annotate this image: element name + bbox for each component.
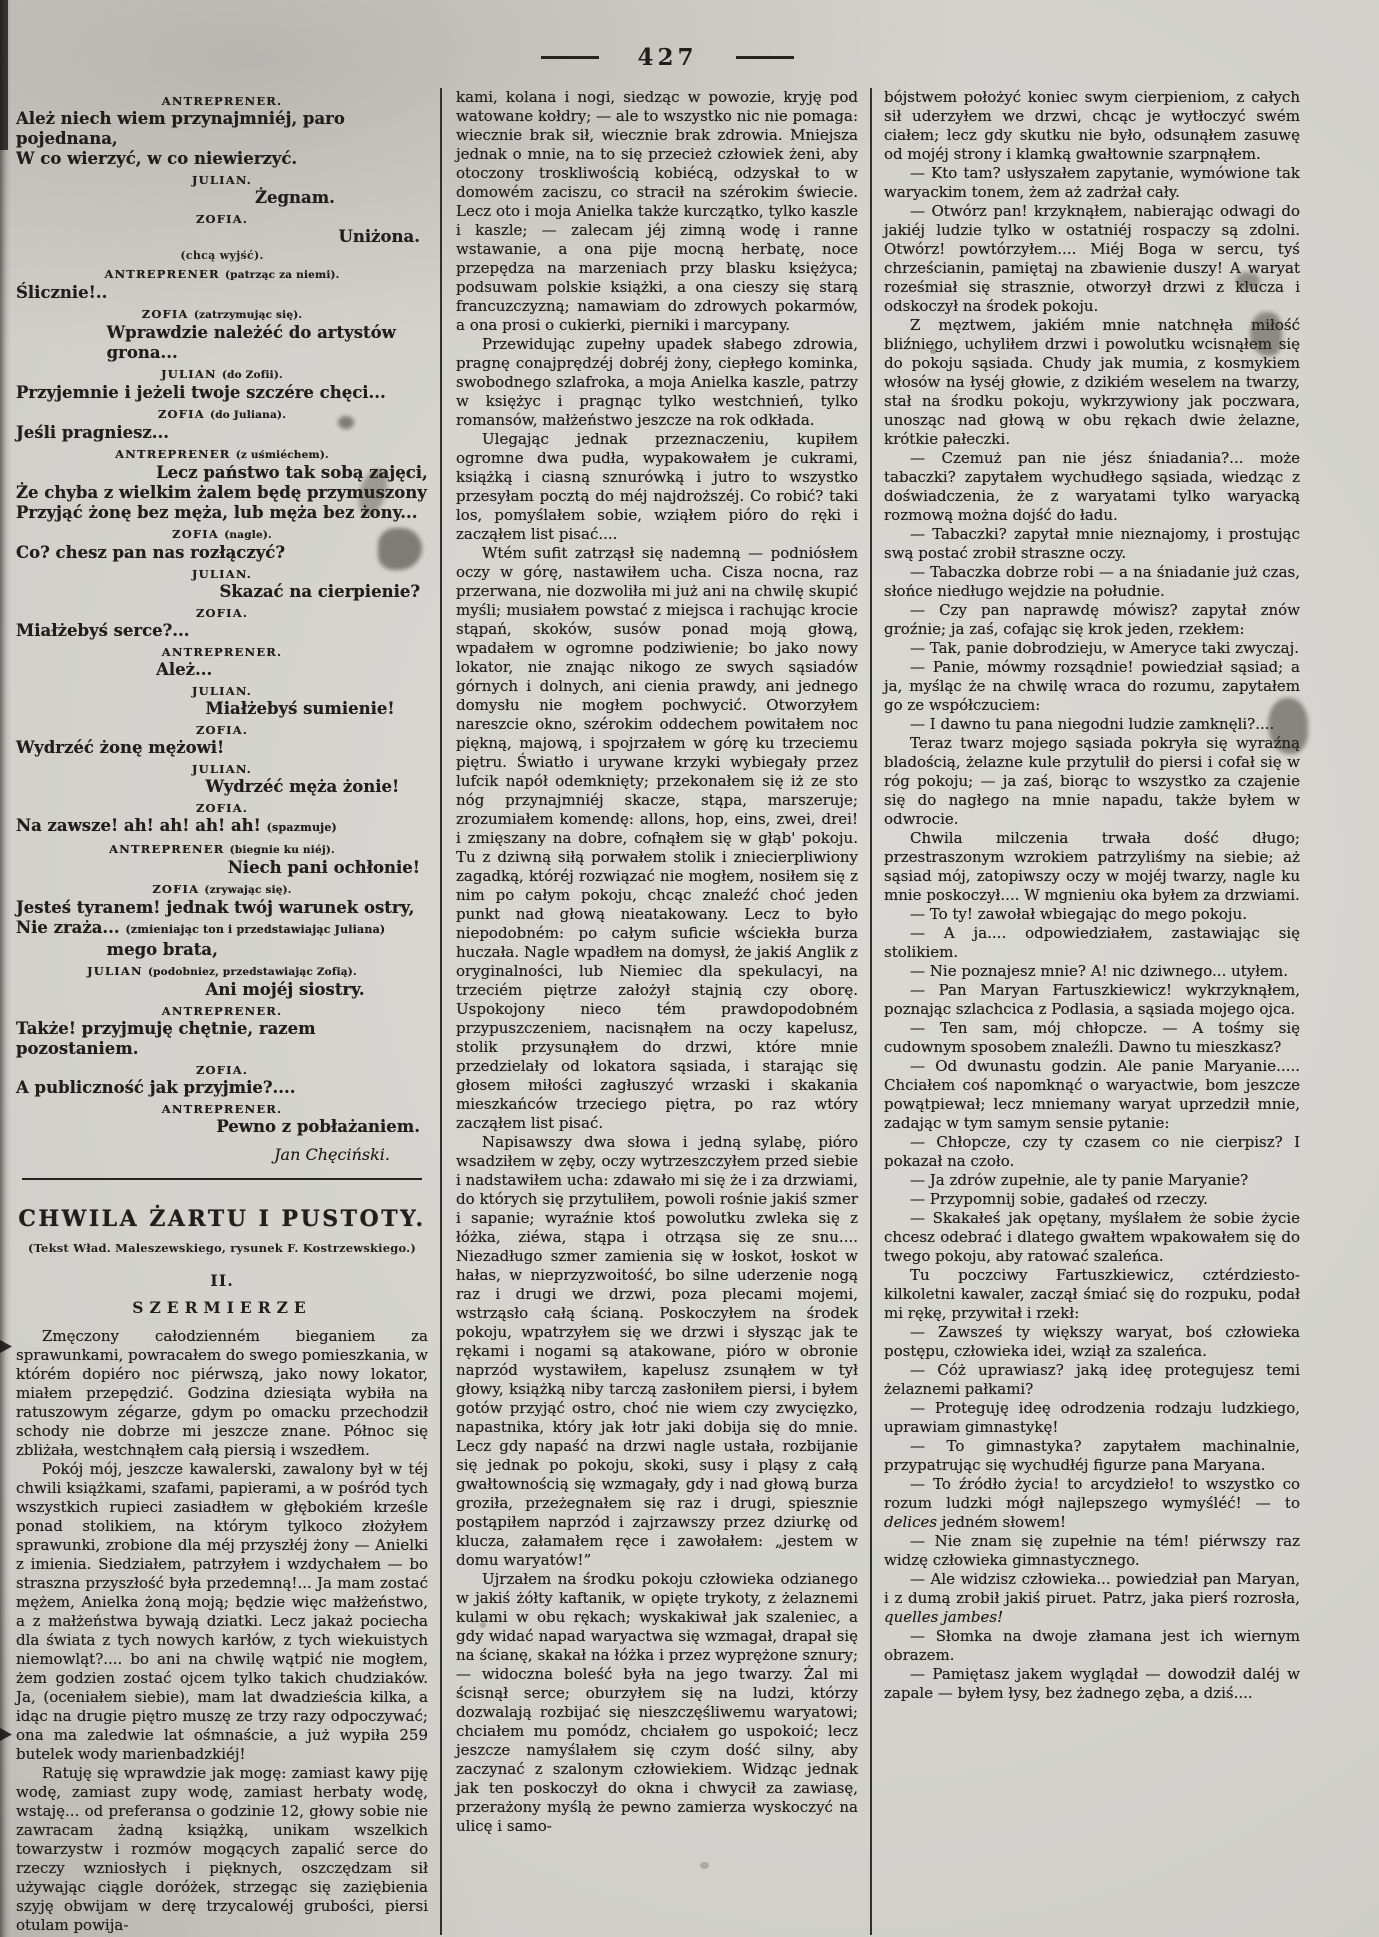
ink-stain (338, 416, 354, 429)
feature-byline: (Tekst Wład. Maleszewskiego, rysunek F. Kostrzewskiego.) (27, 1241, 417, 1255)
paragraph: — Otwórz pan! krzyknąłem, nabierając odwagi do jakiéj ludzie tylko w ostatniéj rospaczy są zdolni. Otwórz! powtórzyłem.... Miéj Boga w sercu, tyś chrześcianin, pamiętaj na zbawienie duszy! A waryat roześmiał się strasznie, otworzył drzwi z klucza i odskoczył na środek pokoju. (884, 202, 1300, 315)
speaker-label: ANTREPRENER (z uśmiéchem). (115, 447, 329, 461)
page-header (15, 44, 1320, 71)
stage-note: (zmieniając ton i przedstawiając Juliana) (125, 923, 386, 936)
paragraph: — A ja.... odpowiedziałem, zastawiając się stolikiem. (884, 924, 1300, 961)
scan-edge-shadow (0, 0, 11, 1937)
stage-note: (podobniez, przedstawiając Zofią). (147, 966, 357, 978)
speaker-label: ZOFIA. (195, 801, 249, 815)
paragraph: — Skakałeś jak opętany, myślałem że sobie życie chcesz odebrać i dlatego gwałtem wpakowałem się do twego pokoju, aby ratować szaleńca. (884, 1209, 1300, 1265)
paper-speck (480, 1622, 486, 1628)
paragraph: — To źródło życia! to arcydzieło! to wszystko co rozum ludzki mógł najlepszego wymyśléć! — to delices jedném słowem! (884, 1475, 1300, 1531)
verse-line: Wprawdzie należéć do artystów grona... (106, 323, 396, 362)
paragraph: kami, kolana i nogi, siedząc w powozie, kryję pod watowane kołdry; — ale to wszystko nic nie pomaga: wiecznie brak sił, wiecznie brak zdrowia. Mniejsza jednak o mnie, na to się przecież człowiek żeni, aby otoczony troskliwością kobiécą, odzyskał to w domowém zaciszu, co stracił na szérokim świecie. Lecz oto i moja Anielka także kurczątko, tylko kaszle i kaszle; — zalecam jéj zimną wodę i ranne wstawanie, a ona pije mocną herbatę, noce przepędza na marzeniach przy blasku księżyca; podsuwam polskie książki, a ona cieszy się starą francuzczyzną; namawiam do zdrowych pokarmów, a ona prosi o cukierki, pierniki i marcypany. (456, 88, 858, 334)
verse-line: Uniżona. (338, 227, 420, 246)
speaker-label: JULIAN. (191, 173, 253, 187)
stage-direction: (chcą wyjść). (180, 249, 264, 262)
header-rule-right (736, 56, 794, 59)
verse-line: mego brata, (106, 940, 218, 959)
paragraph: — To gimnastyka? zapytałem machinalnie, przypatrując się wychudłéj figurze pana Maryana. (884, 1437, 1300, 1474)
paragraph: — Nie znam się zupełnie na tém! piérwszy raz widzę człowieka gimnastycznego. (884, 1532, 1300, 1569)
paragraph: Ujrzałem na środku pokoju człowieka odzianego w jakiś żółty kaftanik, w opięte trykoty, z żelaznemi kulami w obu rękach; wyskakiwał jak szaleniec, a gdy widać napad waryactwa się wzmagał, drapał się na ścianę, skakał na łóżka i przez wyprężone sznury; — widoczna boleść była na jego twarzy. Żal mi ścisnął serce; oburzyłem się na ludzi, którzy dozwalają rozbijać się nieszczęśliwemu waryatowi; chciałem mu pomódz, chciałem go uspokoić; lecz jeszcze namyślałem się czym dość silny, aby zaczynać z szalonym człowiekiem. Widząc jednak jak ten poskoczył do okna i chwycił za zawiasę, przerażony myślą że pewno zamierza wyskoczyć na ulicę i samo- (456, 1570, 858, 1835)
paragraph: Teraz twarz mojego sąsiada pokryła się wyraźną bladością, żelazne kule przytulił do piersi i cofał się w róg pokoju; — ja zaś, biorąc to wszystko za czajenie się do nagłego na mnie napadu, także byłem w odwrocie. (884, 734, 1300, 828)
story-text-middle (456, 88, 858, 1836)
paragraph: Ratuję się wprawdzie jak mogę: zamiast kawy piję wodę, zamiast zupy wodę, zamiast herbaty wodę, wstaję... od preferansa o godzinie 12, głowy sobie nie zawracam żadną książką, unikam wszelkich towarzystw i rozmów mogących zapalić serce do rzeczy wzniosłych i pięknych, oszczędzam sił używając ciągle doróżek, strzegąc się zaziębienia szyję obwijam w derę trzycalowéj grubości, piersi otulam powija- (16, 1764, 428, 1934)
speaker-label: ZOFIA. (195, 212, 249, 226)
speaker-label: JULIAN. (191, 684, 253, 698)
paragraph: — To ty! zawołał wbiegając do mego pokoju. (910, 905, 1248, 923)
paragraph: Przewidując zupełny upadek słabego zdrowia, pragnę conajprędzéj dobréj żony, ciepłego kominka, swobodnego szlafroka, a moja Anielka kaszle, patrzy w księżyc i pragnąc tylko westchnień, tylko romansów, małżeństwo jeszcze na rok odkłada. (456, 335, 858, 429)
paragraph: — Ja zdrów zupełnie, ale ty panie Maryanie? (910, 1171, 1249, 1189)
paragraph: Chwila milczenia trwała dość długo; przestraszonym wzrokiem patrzyliśmy na siebie; aż sąsiad mój, zatopiwszy oczy w mojéj twarzy, nagle ku mnie poskoczył.... W mgnieniu oka byłem za drzwiami. (884, 829, 1300, 904)
story-text-right (884, 88, 1300, 1703)
paragraph: — Pamiętasz jakem wyglądał — dowodził daléj w zapale — byłem łysy, bez żadnego zęba, a dziś.... (884, 1665, 1300, 1702)
paper-speck (930, 348, 937, 354)
paragraph: — Proteguję ideę odrodzenia rodzaju ludzkiego, uprawiam gimnastykę! (884, 1399, 1300, 1436)
paragraph: — Cóż uprawiasz? jaką ideę protegujesz temi żelaznemi pałkami? (884, 1361, 1300, 1398)
verse-line: Wydrzéć męża żonie! (205, 777, 400, 796)
stage-note: (do Juliana). (210, 409, 287, 421)
verse-line: W co wierzyć, w co niewierzyć. (16, 149, 298, 168)
speaker-label: ZOFIA (zrywając się). (152, 882, 292, 896)
column-layout (16, 88, 1300, 1935)
verse-line: Ależ niech wiem przynajmniéj, paro pojednana, (16, 109, 345, 148)
speaker-label: ZOFIA. (195, 723, 249, 737)
stage-note: (zatrzymując się). (193, 309, 303, 321)
stage-note: (patrząc za niemi). (224, 269, 340, 281)
paragraph: Ulegając jednak przeznaczeniu, kupiłem ogromne dwa pudła, wypakowałem je cukrami, książką i ciasną sznurówką i jutro to wszystko przesyłam pocztą do méj najdroższéj. Co robić? taki los, pomyślałem sobie, wziąłem pióro do ręki i zacząłem list pisać.... (456, 430, 858, 543)
verse-line: Pewno z pobłażaniem. (216, 1117, 420, 1136)
verse-line: Przyjąć żonę bez męża, lub męża bez żony... (16, 503, 418, 522)
verse-line: Przyjemnie i jeżeli twoje szczére chęci... (16, 383, 386, 402)
verse-line: Niech pani ochłonie! (227, 858, 420, 877)
verse-line: Że chyba z wielkim żalem będę przymuszony (16, 483, 427, 502)
paragraph: Napisawszy dwa słowa i jedną sylabę, pióro wsadziłem w zęby, oczy wytrzeszczyłem przed siebie i nadstawiłem ucha: zdawało mi się że i za drzwiami, do których się przytuliłem, powoli rośnie jakiś szmer i sapanie; wyraźnie ktoś powolutku zwleka się z łóżka, ziéwa, stąpa i otrząsa się ze snu.... Niezadługo szmer zamienia się w łoskot, łoskot w hałas, w nieprzyzwoitość, bo silne uderzenie nogą raz i drugi we drzwi, poza plecami mojemi, wstrząsło całą ścianą. Poskoczyłem na środek pokoju, wpatrzyłem się we drzwi i słysząc jak te rękami i nogami są atakowane, pióro w obronie naprzód wystawiłem, kapelusz zsunąłem w tył głowy, książką niby tarczą zasłoniłem piersi, i byłem gotów przyjąć ostro, choć nie wiem czy zwycięzko, napastnika, który jak łotr jaki dobija się do mnie. Lecz gdy napaść na drzwi nagle ustała, rozbijanie się jednak po pokoju, skoki, susy i pląsy z całą gwałtownością się wzmagały, gdy i nad głową burza groziła, przeżegnałem się raz i drugi, spiesznie postąpiłem naprzód i zajrzawszy przez dziurkę od klucza, załamałem ręce i zawołałem: „jestem w domu waryatów!” (456, 1133, 858, 1569)
speaker-label: JULIAN. (191, 567, 253, 581)
paragraph: — Słomka na dwoje złamana jest ich wiernym obrazem. (884, 1627, 1300, 1664)
paragraph: — Tak, panie dobrodzieju, w Ameryce taki zwyczaj. (910, 639, 1300, 657)
verse-line: Żegnam. (254, 188, 335, 207)
paragraph: — Pan Maryan Fartuszkiewicz! wykrzyknąłem, poznając szlachcica z Podlasia, a sąsiada mojego ojca. (884, 981, 1300, 1018)
verse-line: Nie zraża... (zmieniając ton i przedstawiając Juliana) (16, 918, 386, 937)
speaker-label: ANTREPRENER. (161, 94, 283, 108)
speaker-label: ANTREPRENER (biegnie ku niéj). (109, 842, 335, 856)
verse-line: A publiczność jak przyjmie?.... (16, 1078, 296, 1097)
verse-line: Jesteś tyranem! jednak twój warunek ostry, (16, 898, 415, 917)
verse-line: Na zawsze! ah! ah! ah! ah! (spazmuje) (16, 816, 337, 835)
chapter-title: SZERMIERZE (132, 1298, 312, 1317)
verse-line: Także! przyjmuję chętnie, razem pozostaniem. (16, 1019, 316, 1058)
verse-line: Jeśli pragniesz... (16, 423, 169, 442)
stage-note: (biegnie ku niéj). (229, 844, 335, 856)
chapter-number: II. (210, 1271, 234, 1290)
paragraph: Zmęczony całodzienném bieganiem za sprawunkami, powracałem do swego pomieszkania, w którém dopiéro noc piérwszą, jako nowy lokator, miałem przepędzić. Godzina dziesiąta wybiła na ratuszowym zégarze, gdym po omacku przechodził schody nie dobrze mi jeszcze znane. Północ się zbliżała, westchnąłem całą piersią i wszedłem. (16, 1327, 428, 1459)
stage-note: (do Zofii). (221, 369, 283, 381)
paragraph: — Panie, mówmy rozsądnie! powiedział sąsiad; a ja, myśląc że na chwilę wraca do rozumu, zapytałem go ze współczuciem: (884, 658, 1300, 714)
speaker-label: JULIAN (do Zofii). (161, 367, 283, 381)
feature-heading (16, 1206, 428, 1317)
verse-line: Miałżebyś serce?... (16, 621, 190, 640)
verse-line: Wydrzéć żonę mężowi! (16, 738, 225, 757)
speaker-label: ZOFIA (nagle). (172, 527, 272, 541)
story-text-left (16, 1327, 428, 1935)
paragraph: — Tabaczka dobrze robi — a na śniadanie już czas, słońce niedługo wejdzie na południe. (884, 563, 1300, 600)
speaker-label: ZOFIA. (195, 1063, 249, 1077)
speaker-label: ANTREPRENER. (161, 645, 283, 659)
play-script (16, 88, 428, 1137)
paragraph: — Czy pan naprawdę mówisz? zapytał znów groźnie; ja zaś, cofając się krok jeden, rzekłem: (884, 601, 1300, 638)
paragraph: bójstwem położyć koniec swym cierpieniom, z całych sił uderzyłem we drzwi, chcąc je wytłoczyć swém ciałem; lecz gdy skutku nie było, odsunąłem zasuwę od mojéj strony i klamką gwałtownie szarpnąłem. (884, 88, 1300, 163)
verse-line: Ani mojéj siostry. (205, 980, 365, 999)
column-middle (440, 88, 872, 1935)
paragraph: — Chłopcze, czy ty czasem co nie cierpisz? I pokazał na czoło. (884, 1133, 1300, 1170)
verse-line: Co? chesz pan nas rozłączyć? (16, 543, 286, 562)
speaker-label: JULIAN (podobniez, przedstawiając Zofią). (87, 964, 357, 978)
paragraph: — Ten sam, mój chłopcze. — A tośmy się cudownym sposobem znaleźli. Dawno tu mieszkasz? (884, 1019, 1300, 1056)
paper-speck (700, 1862, 709, 1869)
paragraph: — Czemuż pan nie jész śniadania?... może tabaczki? zapytałem wychudłego sąsiada, wiedząc z doświadczenia, że z waryatami tylko waryacką rozmową można dojść do ładu. (884, 449, 1300, 524)
speaker-label: ANTREPRENER. (161, 1102, 283, 1116)
author-signature: Jan Chęciński. (274, 1145, 390, 1164)
speaker-label: ZOFIA (zatrzymując się). (141, 307, 303, 321)
paragraph: — Nie poznajesz mnie? A! nic dziwnego... utyłem. (910, 962, 1289, 980)
paragraph: — Kto tam? usłyszałem zapytanie, wymówione tak waryackim tonem, żem aż zadrżał cały. (884, 164, 1300, 201)
ink-stain (1268, 698, 1308, 754)
speaker-label: ANTREPRENER. (161, 1004, 283, 1018)
verse-line: Miałżebyś sumienie! (205, 699, 395, 718)
paragraph: — Przypomnij sobie, gadałeś od rzeczy. (910, 1190, 1208, 1208)
paragraph: Z męztwem, jakiém mnie natchnęła miłość bliźniego, uchyliłem drzwi i powolutku wcisnąłem się do pokoju sąsiada. Chudy jak mumia, z kosmykiem włosów na łyséj głowie, z dzikiém weselem na twarzy, stał na środku pokoju, wykrzywiony jak poczwara, unosząc nad głową w obu rękach dwie żelazne, krótkie pałeczki. (884, 316, 1300, 448)
speaker-label: ANTREPRENER (patrząc za niemi). (104, 267, 340, 281)
feature-title: CHWILA ŻARTU I PUSTOTY. (18, 1206, 426, 1232)
speaker-label: ZOFIA (do Juliana). (157, 407, 287, 421)
column-right (872, 88, 1300, 1935)
paragraph: — Tabaczki? zapytał mnie nieznajomy, i prostując swą postać zrobił straszne oczy. (884, 525, 1300, 562)
paragraph: Wtém sufit zatrząsł się nademną — podniósłem oczy w górę, nastawiłem ucha. Cisza nocna, raz przerwana, nie dozwoliła mi już ani na chwilę skupić myśli; musiałem powstać z miejsca i rachując krocie stąpań, skoków, susów ponad moją głową, wpadałem w ogromne podziwienie; bo jako nowy lokator, nie znając nikogo ze swych sąsiadów górnych i dolnych, ani cienia prawdy, ani jednego domysłu nie mogłem pochwycić. Otworzyłem nareszcie okno, szérokim oddechem powitałem noc piękną, majową, i spojrzałem w górę ku trzeciemu piętru. Światło i urywane krzyki wybiegały przez lufcik napół odemknięty; przekonałem się iż ze sto nóg przynajmniéj skacze, stąpa, marszeruje; zrozumiałem komendę: allons, hop, eins, zwei, drei! i zmięszany na dobre, cofnąłem się w głąb' pokoju. Tu z dziwną siłą porwałem stolik i zniecierpliwiony zagadką, któréj rozwiązać nie mogłem, nosiłem się z nim po całym pokoju, chcąc znaleźć choć jeden punkt nad głową nieatakowany. Lecz to było niepodobném: po całym suficie wściekła burza huczała. Nagle wpadłem na domysł, że jakiś Anglik z oryginalności, lub Niemiec dla spekulacyi, na trzeciém piętrze założył stajnią czy oborę. Uspokojony nieco tém prawdopodobném przypuszczeniem, nacisnąłem na oczy kapelusz, stolik przysunąłem do drzwi, które mnie przedzielały od lokatora sąsiada, i starając się głosem miłości zagłuszyć wrzaski i skakania mieszkańców trzeciego piętra, po raz wtóry zacząłem list pisać. (456, 544, 858, 1132)
paragraph: — I dawno tu pana niegodni ludzie zamknęli?.... (910, 715, 1275, 733)
stage-note: (nagle). (224, 529, 272, 541)
stage-note: (spazmuje) (266, 821, 337, 834)
speaker-label: JULIAN. (191, 762, 253, 776)
stage-note: (z uśmiéchem). (235, 449, 329, 461)
speaker-label: ZOFIA. (195, 606, 249, 620)
header-rule-left (541, 56, 599, 59)
paragraph: — Ale widzisz człowieka... powiedział pan Maryan, i z dumą zrobił jakiś piruet. Patrz, jaka pierś rozrosła, quelles jambes! (884, 1570, 1300, 1626)
ink-stain (1236, 272, 1260, 290)
paragraph: Tu poczciwy Fartuszkiewicz, cztérdziesto-kilkoletni kawaler, zaczął śmiać się do rozpuku, podał mi rękę, przywitał i rzekł: (884, 1266, 1300, 1322)
paragraph: Pokój mój, jeszcze kawalerski, zawalony był w téj chwili książkami, szafami, papierami, a w pośród tych wszystkich rupieci zasiadłem w głębokiém krześle ponad stolikiem, na którym tylkoco złożyłem sprawunki, zrobione dla méj przyszłéj żony — Anielki z imienia. Siedziałem, patrzyłem i wzdychałem — bo straszna przyszłość była przedemną!... Ja mam zostać mężem, Anielka żoną moją; będzie więc małżeństwo, a z małżeństwa bywają dziatki. Lecz jakaż pociecha dla świata z tych nowych karłów, z tych wiekuistych niemowląt?.... bo ani na chwilę wątpić nie mogłem, żem godzien zostać ojcem tylko takich chudziaków. Ja, (oceniałem siebie), mam lat dwadzieścia kilka, a idąc na drugie piętro muszę ze trzy razy odpoczywać; ona ma zaledwie lat ośmnaście, a już wypiła 259 butelek wody marienbadzkiéj! (16, 1460, 428, 1763)
column-left (16, 88, 440, 1935)
paragraph: — Od dwunastu godzin. Ale panie Maryanie..... Chciałem coś napomknąć o waryactwie, bom jeszcze powątpiewał; lecz mniemany waryat uprzedził mnie, zadając w tym samym sensie pytanie: (884, 1057, 1300, 1132)
paragraph: — Zawsześ ty większy waryat, boś człowieka postępu, człowieka idei, wziął za szaleńca. (884, 1323, 1300, 1360)
verse-line: Skazać na cierpienie? (219, 582, 420, 601)
page-number: 427 (637, 44, 698, 71)
ink-stain (1250, 312, 1282, 356)
stage-note: (zrywając się). (204, 884, 292, 896)
section-divider (22, 1178, 422, 1180)
verse-line: Ależ... (156, 660, 213, 679)
verse-line: Lecz państwo tak sobą zajęci, (156, 463, 428, 482)
verse-line: Ślicznie!.. (16, 283, 108, 302)
scan-edge-dark-corner (0, 0, 8, 150)
